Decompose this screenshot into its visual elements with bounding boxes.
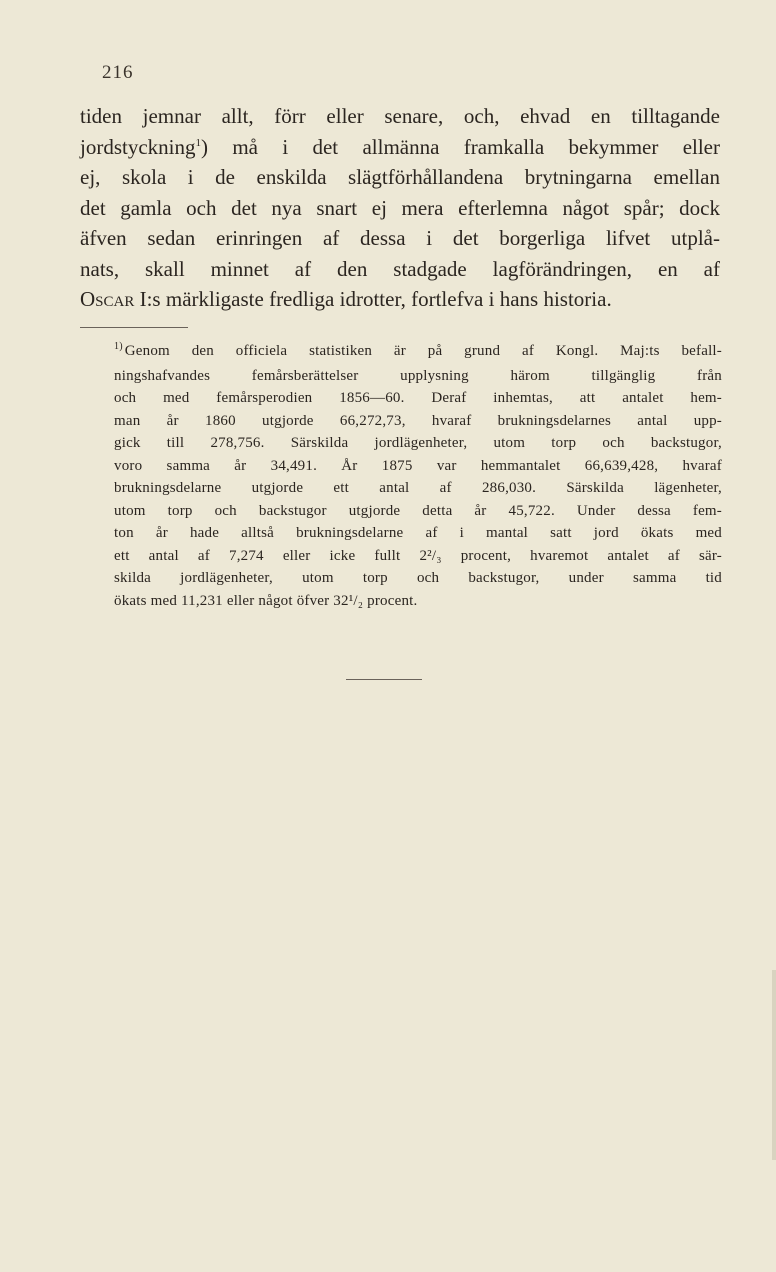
footnote-separator	[80, 327, 188, 328]
footnote-line: gick till 278,756. Särskilda jordlägenheter, utom torp och backstugor,	[114, 435, 722, 451]
body-line-text: nats, skall minnet af den stadgade lagförändringen, en af	[80, 256, 720, 281]
body-line-text: äfven sedan erinringen af dessa i det borgerliga lifvet utplå-	[80, 226, 720, 250]
footnote-marker: 1)	[114, 341, 123, 352]
footnote-reference[interactable]: 1	[195, 136, 201, 149]
body-line	[80, 101, 720, 132]
page-number: 216	[102, 62, 134, 83]
body-line	[80, 193, 720, 224]
body-line	[80, 284, 720, 315]
footnote-line: och med femårsperodien 1856—60. Deraf inhemtas, att antalet hem-	[114, 390, 722, 406]
footnote-line: voro samma år 34,491. År 1875 var hemmantalet 66,639,428, hvaraf	[114, 457, 722, 474]
small-caps-name: Oscar	[80, 287, 135, 311]
footnote-line: ningshafvandes femårsberättelser upplysning härom tillgänglig från	[114, 367, 722, 384]
body-line-text: jordstyckning	[80, 134, 196, 159]
footnote-line: ökats med 11,231 eller något öfver 32¹/₂ procent.	[114, 592, 418, 609]
body-line	[80, 223, 720, 254]
body-line-text: tiden jemnar allt, förr eller senare, och, ehvad en tilltagande	[80, 104, 720, 128]
body-line	[80, 162, 720, 193]
body-line-text: ) må i det allmänna framkalla bekymmer eller	[201, 134, 720, 159]
footnote-line: ett antal af 7,274 eller icke fullt 2²/₃ procent, hvaremot antalet af sär-	[114, 547, 722, 564]
footnote-line	[114, 340, 722, 365]
body-line-text: ej, skola i de enskilda slägtförhållandena brytningarna emellan	[80, 165, 720, 189]
footnote-line: skilda jordlägenheter, utom torp och backstugor, under samma tid	[114, 570, 722, 586]
footnote-line: man år 1860 utgjorde 66,272,73, hvaraf brukningsdelarnes antal upp-	[114, 412, 722, 429]
body-line-text: det gamla och det nya snart ej mera efterlemna något spår; dock	[80, 195, 720, 220]
main-paragraph	[80, 101, 720, 315]
footnote-line: utom torp och backstugor utgjorde detta år 45,722. Under dessa fem-	[114, 502, 722, 519]
end-rule	[346, 679, 422, 680]
body-line-text: I:s märkligaste fredliga idrotter, fortlefva i hans historia.	[134, 287, 612, 311]
footnote-line-text: Genom den officiela statistiken är på grund af Kongl. Maj:ts befall-	[124, 343, 722, 359]
page-edge-shadow	[772, 970, 776, 1160]
body-line	[80, 132, 720, 163]
body-line	[80, 254, 720, 285]
footnote	[114, 340, 722, 612]
footnote-line: ton år hade alltså brukningsdelarne af i mantal satt jord ökats med	[114, 525, 722, 541]
footnote-line: brukningsdelarne utgjorde ett antal af 286,030. Särskilda lägenheter,	[114, 480, 722, 496]
